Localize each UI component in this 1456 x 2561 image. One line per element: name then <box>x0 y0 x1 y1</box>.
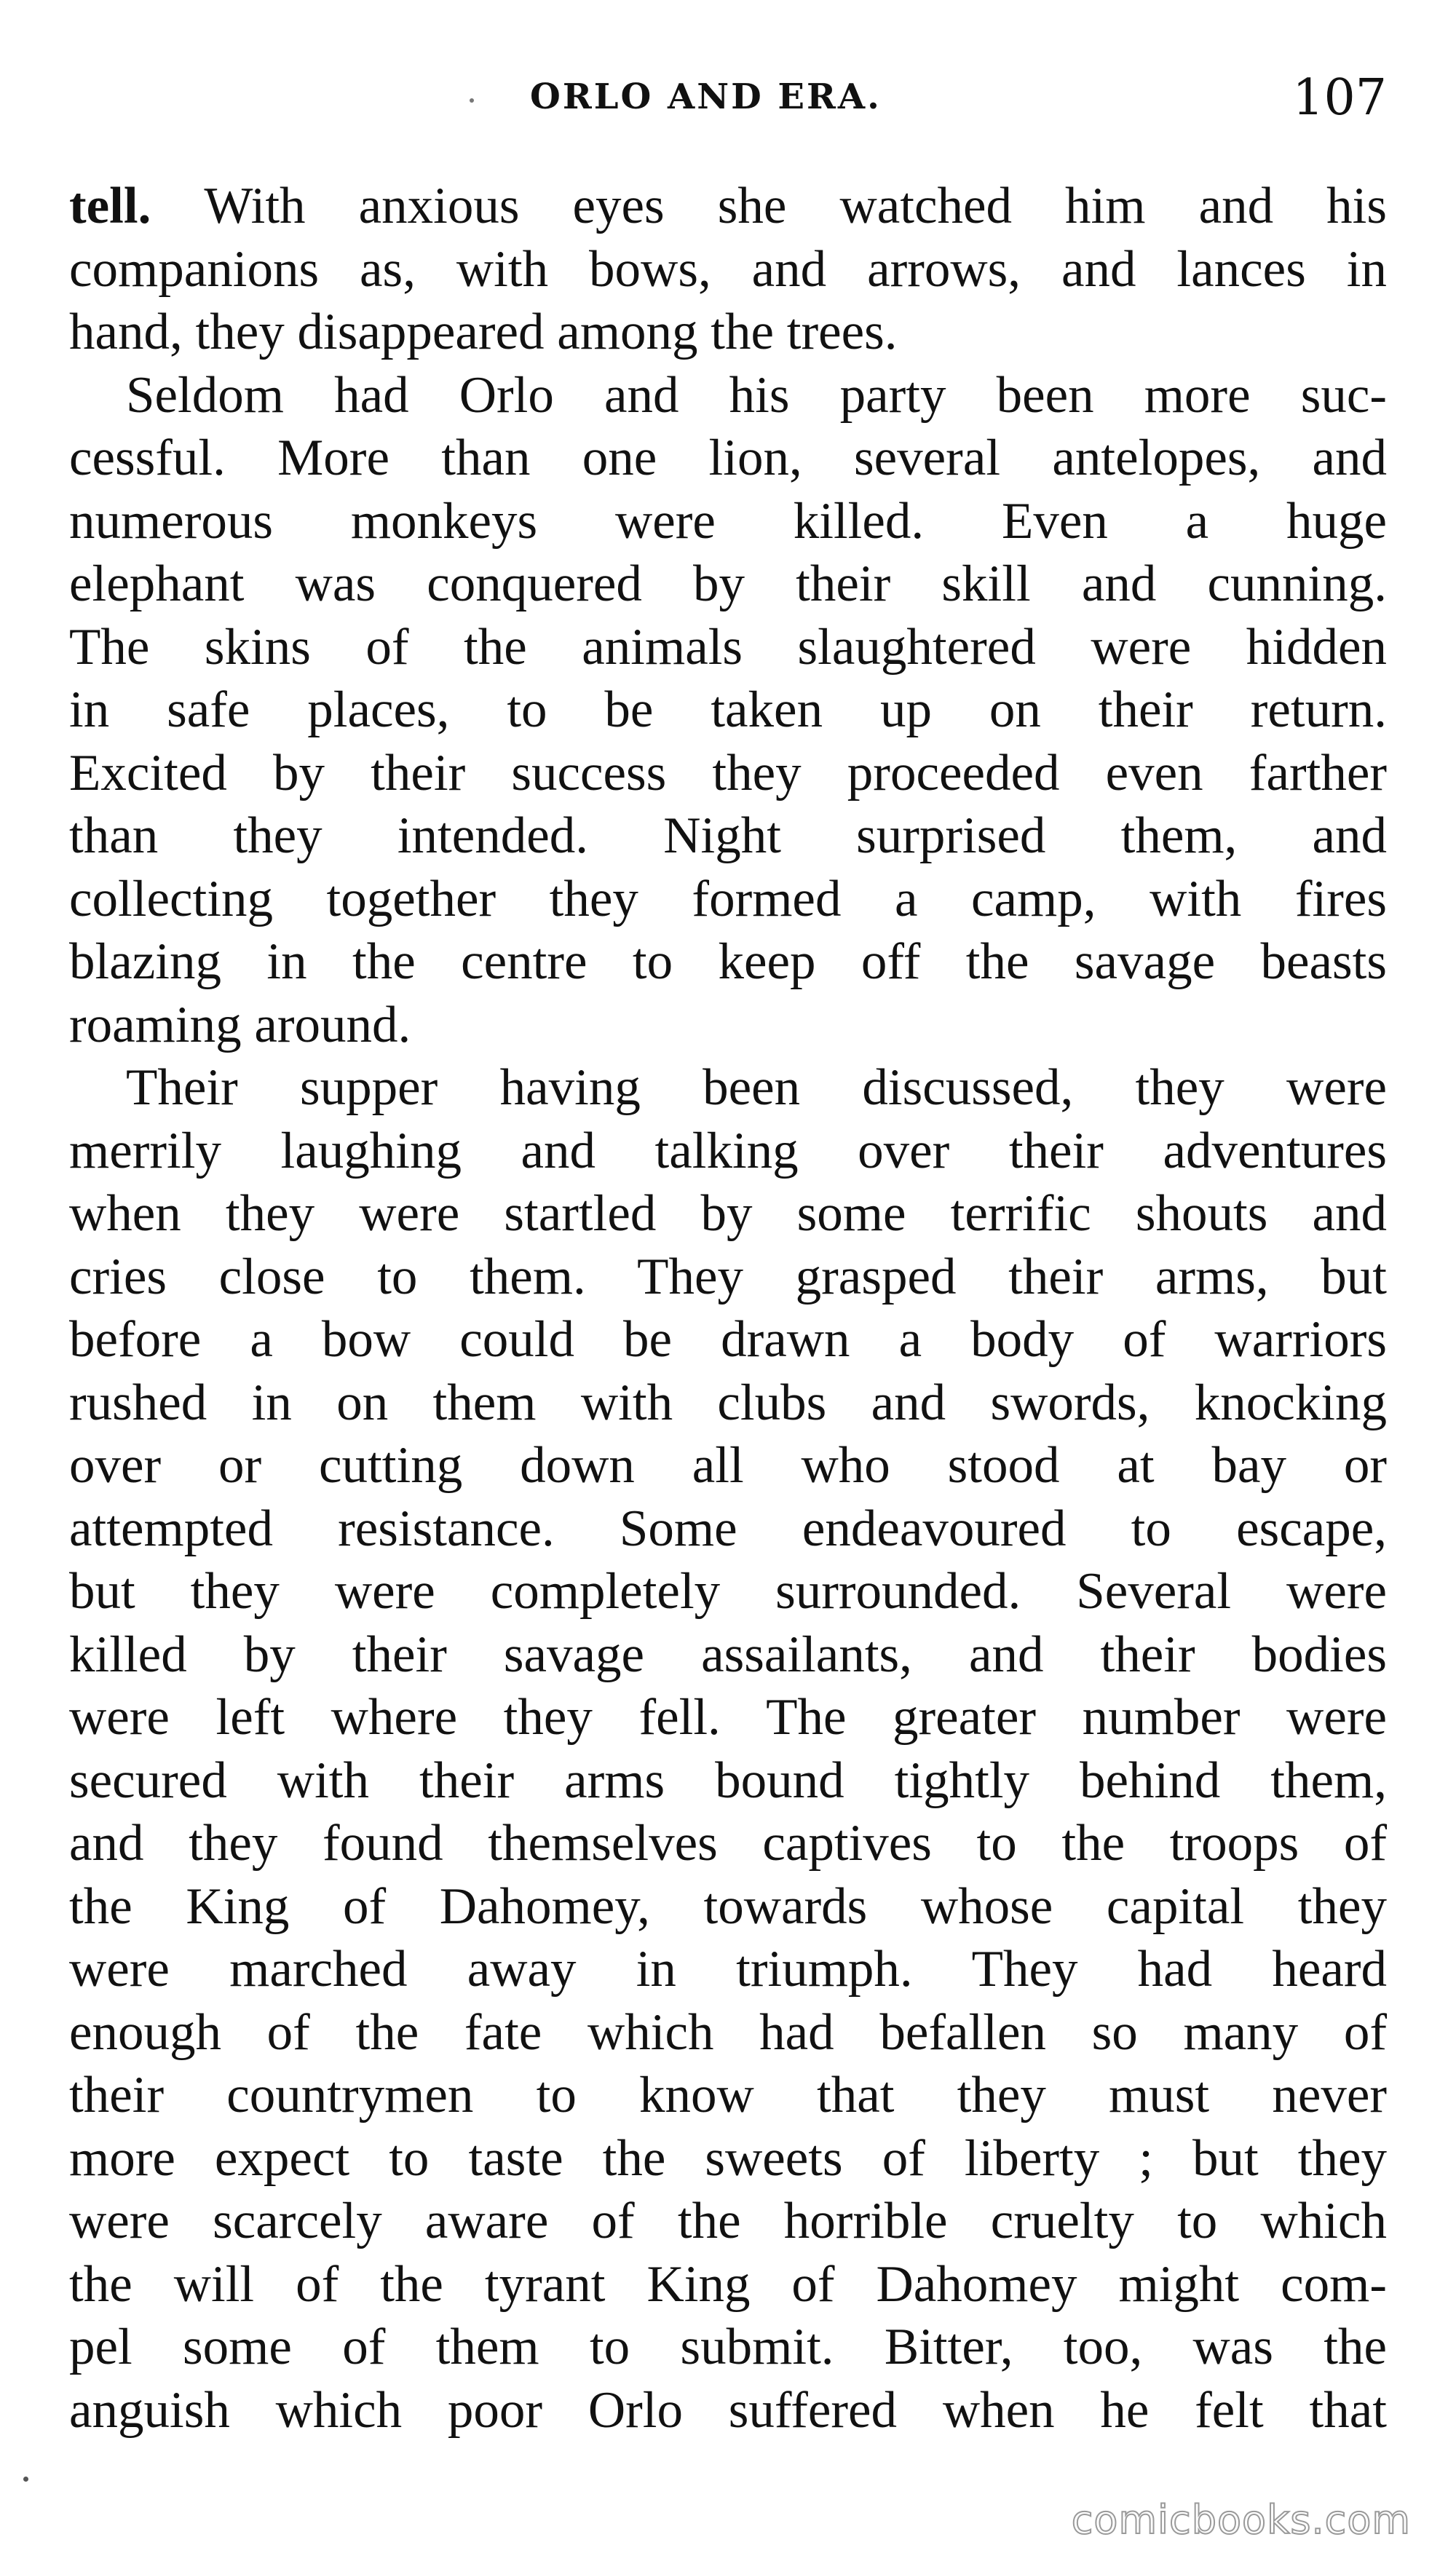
text-line-25: were left where they fell. The greater number were <box>69 1689 1387 1746</box>
text-line-15: Their supper having been discussed, they were <box>126 1059 1387 1116</box>
text-line-33: were scarcely aware of the horrible cruelty to which <box>69 2193 1387 2249</box>
text-line-32: more expect to taste the sweets of liberty ; but they <box>69 2129 1387 2187</box>
text-line-6: numerous monkeys were killed. Even a huge <box>69 492 1387 550</box>
text-line-29: were marched away in triumph. They had heard <box>69 1941 1387 1998</box>
text-line-12: collecting together they formed a camp, with fires <box>69 870 1387 927</box>
margin-ink-dot <box>23 2477 28 2482</box>
text-line-34: the will of the tyrant King of Dahomey might com- <box>69 2255 1387 2313</box>
text-line-10: Excited by their success they proceeded even farther <box>69 744 1387 801</box>
text-line-26: secured with their arms bound tightly behind them, <box>69 1751 1387 1809</box>
text-line-19: before a bow could be drawn a body of warriors <box>69 1311 1387 1368</box>
text-line-3: hand, they disappeared among the trees. <box>69 304 898 360</box>
text-line-28: the King of Dahomey, towards whose capital they <box>69 1877 1387 1935</box>
body-text <box>69 175 1387 2442</box>
text-line-36: anguish which poor Orlo suffered when he felt that <box>69 2381 1387 2439</box>
text-line-21: over or cutting down all who stood at bay or <box>69 1437 1387 1494</box>
watermark: comicbooks.com <box>1071 2497 1411 2543</box>
text-line-4: Seldom had Orlo and his party been more suc- <box>126 366 1387 424</box>
text-line-17: when they were startled by some terrific shouts and <box>69 1185 1387 1242</box>
text-line-35: pel some of them to submit. Bitter, too, was the <box>69 2319 1387 2375</box>
text-line-1-lead: tell. <box>69 178 205 234</box>
page-number: 107 <box>1292 69 1387 127</box>
running-head: ORLO AND ERA. <box>530 76 882 117</box>
text-line-31: their countrymen to know that they must never <box>69 2067 1387 2123</box>
text-line-11: than they intended. Night surprised them, and <box>69 807 1387 864</box>
text-line-8: The skins of the animals slaughtered were hidden <box>69 618 1387 676</box>
text-line-1 <box>69 175 1387 238</box>
text-line-7: elephant was conquered by their skill and cunning. <box>69 555 1387 612</box>
text-line-16: merrily laughing and talking over their adventures <box>69 1122 1387 1179</box>
header-dot-mark <box>470 98 474 103</box>
page-header <box>0 69 1456 135</box>
text-line-20: rushed in on them with clubs and swords, knocking <box>69 1374 1387 1431</box>
text-line-18: cries close to them. They grasped their arms, but <box>69 1248 1387 1305</box>
text-line-30: enough of the fate which had befallen so many of <box>69 2003 1387 2061</box>
text-line-27: and they found themselves captives to the troops of <box>69 1815 1387 1872</box>
text-line-5: cessful. More than one lion, several antelopes, and <box>69 430 1387 486</box>
text-line-23: but they were completely surrounded. Several were <box>69 1563 1387 1620</box>
text-line-2: companions as, with bows, and arrows, and lances in <box>69 240 1387 298</box>
text-line-9: in safe places, to be taken up on their return. <box>69 681 1387 738</box>
text-line-24: killed by their savage assailants, and their bodies <box>69 1626 1387 1683</box>
text-line-22: attempted resistance. Some endeavoured to escape, <box>69 1500 1387 1557</box>
text-line-1-rest: With anxious eyes she watched him and his <box>204 178 1387 234</box>
text-line-13: blazing in the centre to keep off the savage beasts <box>69 933 1387 990</box>
text-line-14: roaming around. <box>69 996 411 1053</box>
